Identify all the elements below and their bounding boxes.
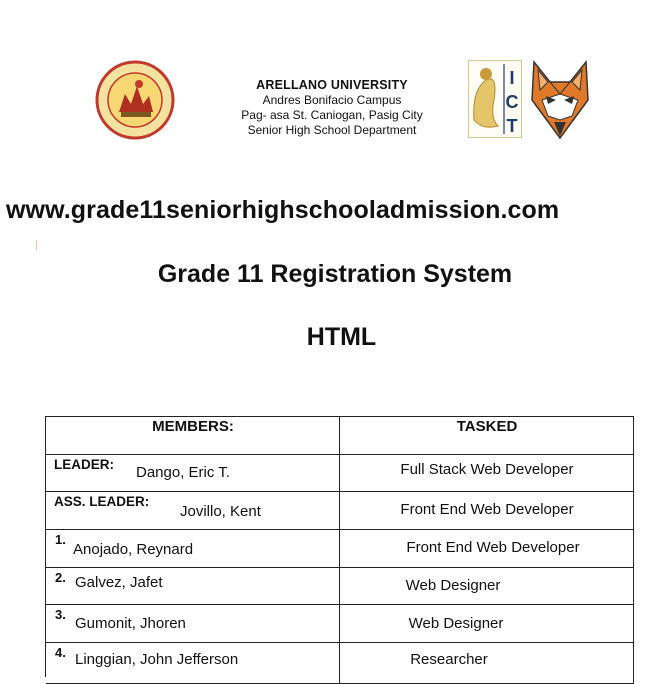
members-table — [45, 416, 634, 677]
member-name: Galvez, Jafet — [75, 574, 163, 591]
member-number: 4. — [55, 645, 66, 660]
svg-text:T: T — [506, 116, 518, 136]
table-row — [46, 643, 634, 684]
table-row — [46, 530, 634, 568]
university-seal-logo — [95, 60, 175, 140]
table-row — [46, 568, 634, 605]
ict-logo — [468, 60, 522, 138]
member-name: Gumonit, Jhoren — [75, 615, 186, 632]
page-subtitle: HTML — [306, 323, 377, 351]
member-name: Linggian, John Jefferson — [75, 651, 239, 668]
member-number: 1. — [55, 532, 66, 547]
svg-text:I: I — [509, 68, 515, 88]
tasked-column-header: TASKED — [456, 418, 518, 435]
member-name: Jovillo, Kent — [180, 503, 261, 520]
campus-name: Andres Bonifacio Campus — [262, 93, 402, 107]
member-role: LEADER: — [54, 457, 114, 472]
member-task: Web Designer — [408, 615, 504, 632]
member-name: Dango, Eric T. — [136, 464, 230, 481]
campus-address: Pag- asa St. Caniogan, Pasig City — [241, 108, 423, 122]
table-header-row — [46, 417, 634, 455]
divider-mark — [36, 240, 37, 250]
member-number: 2. — [55, 570, 66, 585]
department-name: Senior High School Department — [247, 123, 417, 137]
member-task: Front End Web Developer — [400, 501, 574, 518]
member-number: 3. — [55, 607, 66, 622]
members-column-header: MEMBERS: — [152, 418, 234, 435]
university-header — [222, 78, 442, 138]
member-task: Full Stack Web Developer — [400, 461, 574, 478]
member-task: Web Designer — [405, 577, 501, 594]
page-title: Grade 11 Registration System — [157, 260, 513, 288]
member-task: Researcher — [410, 651, 488, 668]
fox-mascot-logo — [530, 60, 590, 140]
member-name: Anojado, Reynard — [73, 541, 194, 558]
table-row — [46, 605, 634, 643]
member-role: ASS. LEADER: — [54, 494, 150, 509]
svg-text:C: C — [505, 92, 519, 112]
member-task: Front End Web Developer — [406, 539, 580, 556]
website-url: www.grade11seniorhighschooladmission.com — [6, 196, 560, 224]
university-name: ARELLANO UNIVERSITY — [256, 78, 408, 92]
table-row — [46, 455, 634, 492]
table-row — [46, 492, 634, 530]
